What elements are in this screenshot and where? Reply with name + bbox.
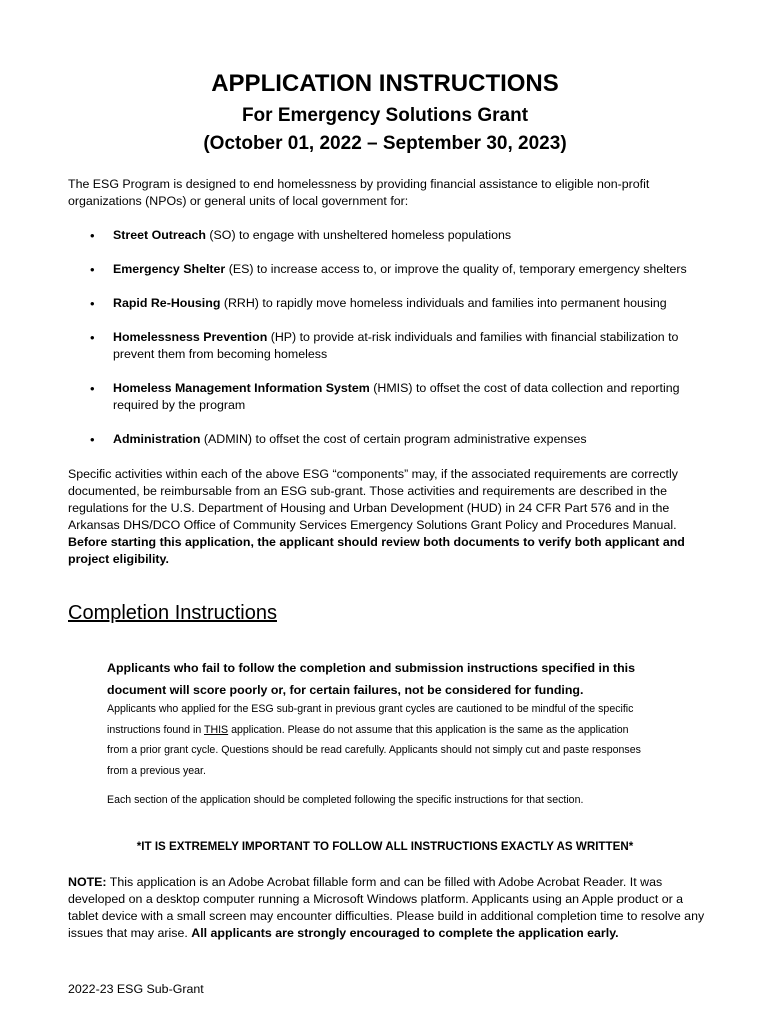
note-bold: All applicants are strongly encouraged to complete the application early. xyxy=(191,926,619,940)
page-subtitle: For Emergency Solutions Grant xyxy=(241,105,529,126)
list-item xyxy=(68,329,708,363)
note-paragraph xyxy=(68,874,708,942)
component-name: Homeless Management Information System xyxy=(113,381,370,395)
component-desc: (ES) to increase access to, or improve the quality of, temporary emergency shelters xyxy=(225,262,687,276)
list-item xyxy=(68,295,708,312)
warning-paragraph: Applicants who fail to follow the completion and submission instructions specified in this document will score poorly or, for certain failures, not be considered for funding. xyxy=(107,661,636,697)
each-section-paragraph: Each section of the application should be completed following the specific instructions for that section. xyxy=(107,794,584,806)
page-footer: 2022-23 ESG Sub-Grant xyxy=(68,982,204,996)
list-item xyxy=(68,261,708,278)
activities-paragraph xyxy=(68,466,708,568)
component-list xyxy=(68,227,708,465)
component-desc: (HP) to provide at-risk individuals and families with financial stabilization to prevent them from becoming homeless xyxy=(113,330,679,361)
important-notice: *IT IS EXTREMELY IMPORTANT TO FOLLOW ALL INSTRUCTIONS EXACTLY AS WRITTEN* xyxy=(136,840,634,853)
activities-bold: Before starting this application, the applicant should review both documents to verify both applicant and project eligibility. xyxy=(68,535,685,566)
list-item xyxy=(68,380,708,414)
component-name: Street Outreach xyxy=(113,228,206,242)
component-desc: (RRH) to rapidly move homeless individuals and families into permanent housing xyxy=(220,296,667,310)
component-desc: (ADMIN) to offset the cost of certain program administrative expenses xyxy=(200,432,587,446)
page-title: APPLICATION INSTRUCTIONS xyxy=(211,70,559,97)
note-label: NOTE: xyxy=(68,875,107,889)
activities-text: Specific activities within each of the above ESG “components” may, if the associated requirements are correctly documented, be reimbursable from an ESG sub-grant. Those activities and requirements are described in the regulations for the U.S. Department of Housing and Urban Development (HUD) in 24 CFR Part 576 and in the Arkansas DHS/DCO Office of Community Services Emergency Solutions Grant Policy and Procedures Manual. xyxy=(68,467,678,532)
grant-period: (October 01, 2022 – September 30, 2023) xyxy=(203,133,567,154)
completion-heading: Completion Instructions xyxy=(68,602,277,624)
intro-paragraph: The ESG Program is designed to end homelessness by providing financial assistance to eligible non-profit organizations (NPOs) or general units of local government for: xyxy=(68,177,650,208)
note-text: This application is an Adobe Acrobat fillable form and can be filled with Adobe Acrobat Reader. It was developed on a desktop computer running a Microsoft Windows platform. Applicants using an Apple product or a tablet device with a small screen may encounter difficulties. Please build in additional completion time to resolve any issues that may arise. xyxy=(68,875,705,940)
component-name: Administration xyxy=(113,432,201,446)
component-name: Homelessness Prevention xyxy=(113,330,268,344)
caution-paragraph xyxy=(107,699,647,781)
list-item xyxy=(68,227,708,244)
caution-underlined: THIS xyxy=(203,723,229,736)
list-item xyxy=(68,431,708,448)
component-desc: (HMIS) to offset the cost of data collection and reporting required by the program xyxy=(113,381,680,412)
component-name: Rapid Re-Housing xyxy=(113,296,221,310)
component-desc: (SO) to engage with unsheltered homeless populations xyxy=(205,228,512,242)
caution-after: application. Please do not assume that this application is the same as the application from a prior grant cycle. Questions should be read carefully. Applicants should not simply cut and paste responses from a previous year. xyxy=(107,723,641,777)
component-name: Emergency Shelter xyxy=(113,262,226,276)
caution-before: Applicants who applied for the ESG sub-grant in previous grant cycles are cautioned to be mindful of the specific instructions found in xyxy=(107,703,634,736)
